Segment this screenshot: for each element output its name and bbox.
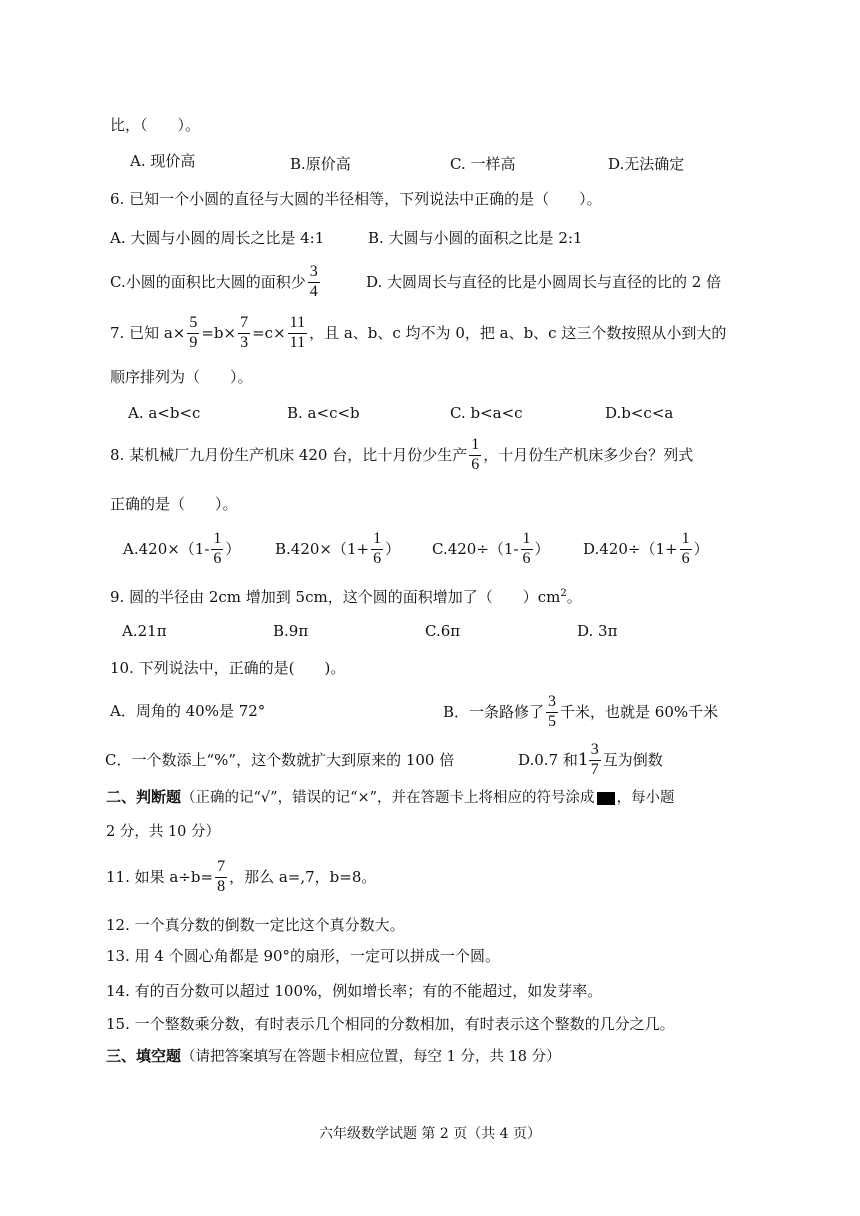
section-2-heading	[106, 790, 675, 806]
q8-text-2: ，十月份生产机床多少台？列式	[483, 445, 694, 464]
mixed-whole: 1	[577, 749, 589, 770]
q8-option-d-pre: D.420÷（1+	[583, 539, 678, 558]
q7-option-a: A. a<b<c	[128, 404, 201, 422]
fraction-numerator: 7	[238, 315, 250, 334]
q10-option-b	[443, 690, 718, 734]
q8-option-a-post: ）	[225, 539, 241, 558]
page-footer: 六年级数学试题 第 2 页（共 4 页）	[318, 1126, 542, 1142]
q7-option-d: D.b<c<a	[605, 404, 674, 422]
fraction-denominator: 6	[373, 549, 382, 567]
section-3-heading	[106, 1049, 561, 1065]
q10-option-b-fraction	[546, 694, 558, 731]
fraction-denominator: 11	[289, 333, 306, 351]
q9-option-a: A.21π	[122, 622, 167, 640]
q7-text-2: =b×	[201, 323, 237, 342]
q8-option-a-pre: A.420×（1-	[123, 539, 210, 558]
q15: 15. 一个整数乘分数，有时表示几个相同的分数相加，有时表示这个整数的几分之几。	[106, 1015, 675, 1033]
q7-option-c: C. b<a<c	[450, 404, 523, 422]
fraction-numerator: 1	[211, 531, 223, 550]
fraction-numerator: 1	[521, 531, 533, 550]
fraction-denominator: 3	[240, 333, 249, 351]
q10-option-c: C．一个数添上“%”，这个数就扩大到原来的 100 倍	[105, 751, 455, 769]
q8-option-c-post: ）	[534, 539, 550, 558]
q5-option-d: D.无法确定	[608, 155, 685, 173]
q11-fraction	[215, 859, 227, 896]
q9-stem-text: 9. 圆的半径由 2cm 增加到 5cm，这个圆的面积增加了（ ）cm	[110, 588, 561, 606]
q9-option-c: C.6π	[425, 622, 461, 640]
q9-stem-end: 。	[566, 588, 582, 606]
q6-option-d: D. 大圆周长与直径的比是小圆周长与直径的比的 2 倍	[366, 273, 722, 291]
q8-option-b-post: ）	[385, 539, 401, 558]
q10-option-a: A．周角的 40%是 72°	[110, 702, 266, 720]
q10-option-d	[518, 738, 663, 782]
section-2-desc-end: ，每小题	[616, 790, 675, 806]
q11-text-2: ，那么 a=,7，b=8。	[229, 867, 377, 886]
q9-stem	[110, 589, 582, 605]
q8-option-d-fraction	[680, 531, 692, 568]
q6-stem: 6. 已知一个小圆的直径与大圆的半径相等，下列说法中正确的是（ ）。	[110, 190, 602, 208]
q8-text-1: 8. 某机械厂九月份生产机床 420 台，比十月份少生产	[110, 445, 468, 464]
q10-stem: 10. 下列说法中，正确的是( )。	[110, 659, 346, 677]
q8-fraction	[469, 437, 481, 474]
q9-option-b: B.9π	[273, 622, 309, 640]
q7-text-1: 7. 已知 a×	[110, 323, 186, 342]
fraction-numerator: 7	[215, 859, 227, 878]
fraction-denominator: 6	[522, 549, 531, 567]
fraction-denominator: 6	[213, 549, 222, 567]
q10-option-d-pre: D.0.7 和	[518, 750, 578, 769]
q8-option-d-post: ）	[693, 539, 709, 558]
q7-option-b: B. a<c<b	[287, 404, 360, 422]
fraction-denominator: 9	[189, 333, 198, 351]
q6-option-c	[110, 260, 322, 304]
fraction-denominator: 8	[217, 877, 226, 895]
q5-option-a: A. 现价高	[130, 152, 196, 170]
q7-stem	[110, 310, 726, 356]
q8-option-b	[275, 526, 400, 572]
q13: 13. 用 4 个圆心角都是 90°的扇形，一定可以拼成一个圆。	[106, 947, 501, 965]
q6-option-c-text: C.小圆的面积比大圆的面积少	[110, 272, 306, 291]
q10-option-d-mixed-number	[578, 742, 603, 779]
section-2-desc-line2: 2 分，共 10 分）	[106, 824, 221, 840]
filled-square-icon	[597, 792, 615, 805]
fraction-numerator: 3	[546, 694, 558, 713]
q8-option-c-fraction	[521, 531, 533, 568]
fraction-numerator: 1	[371, 531, 383, 550]
q7-text-4: ，且 a、b、c 均不为 0，把 a、b、c 这三个数按照从小到大的	[309, 323, 727, 342]
q8-option-a	[123, 526, 240, 572]
q8-option-c-pre: C.420÷（1-	[432, 539, 519, 558]
fraction-numerator: 3	[308, 264, 320, 283]
fraction-denominator: 6	[471, 455, 480, 473]
q14: 14. 有的百分数可以超过 100%，例如增长率；有的不能超过，如发芽率。	[106, 982, 603, 1000]
q10-option-b-post: 千米，也就是 60%千米	[560, 702, 719, 721]
fraction-numerator: 1	[680, 531, 692, 550]
q7-fraction-3	[288, 315, 307, 352]
fraction-numerator: 1	[469, 437, 481, 456]
q8-option-d	[583, 526, 709, 572]
fraction-denominator: 5	[548, 712, 557, 730]
q7-fraction-2	[238, 315, 250, 352]
q9-option-d: D. 3π	[577, 622, 618, 640]
fraction-denominator: 4	[309, 282, 318, 300]
q8-option-b-pre: B.420×（1+	[275, 539, 370, 558]
q5-tail: 比，（ ）。	[110, 116, 201, 134]
q8-option-c	[432, 526, 550, 572]
fraction-numerator: 3	[589, 742, 601, 761]
fraction-denominator: 7	[590, 760, 599, 778]
q9-superscript: 2	[560, 588, 567, 599]
q7-fraction-1	[187, 315, 199, 352]
q8-option-a-fraction	[211, 531, 223, 568]
q6-option-a: A. 大圆与小圆的周长之比是 4:1	[110, 229, 325, 247]
fraction-numerator: 5	[187, 315, 199, 334]
q5-option-b: B.原价高	[290, 155, 351, 173]
q12: 12. 一个真分数的倒数一定比这个真分数大。	[106, 916, 405, 934]
mixed-fraction	[589, 742, 601, 779]
q6-option-b: B. 大圆与小圆的面积之比是 2:1	[368, 229, 583, 247]
q7-text-3: =c×	[252, 323, 286, 342]
section-2-desc: （正确的记“√”，错误的记“×”，并在答题卡上将相应的符号涂成	[181, 790, 595, 806]
q7-stem-line2: 顺序排列为（ ）。	[110, 368, 253, 386]
q10-option-b-pre: B．一条路修了	[443, 702, 545, 721]
fraction-numerator: 11	[288, 315, 307, 334]
section-3-title: 三、填空题	[106, 1047, 182, 1065]
q11-text-1: 11. 如果 a÷b=	[106, 867, 214, 886]
q8-option-b-fraction	[371, 531, 383, 568]
q8-stem-line2: 正确的是（ ）。	[110, 495, 238, 513]
fraction-denominator: 6	[681, 549, 690, 567]
q8-stem	[110, 432, 693, 478]
q6-option-c-fraction	[308, 264, 320, 301]
q11	[106, 854, 376, 900]
q5-option-c: C. 一样高	[450, 155, 516, 173]
section-2-title: 二、判断题	[106, 788, 182, 806]
q10-option-d-post: 互为倒数	[602, 750, 663, 769]
section-3-desc: （请把答案填写在答题卡相应位置，每空 1 分，共 18 分）	[181, 1049, 561, 1065]
